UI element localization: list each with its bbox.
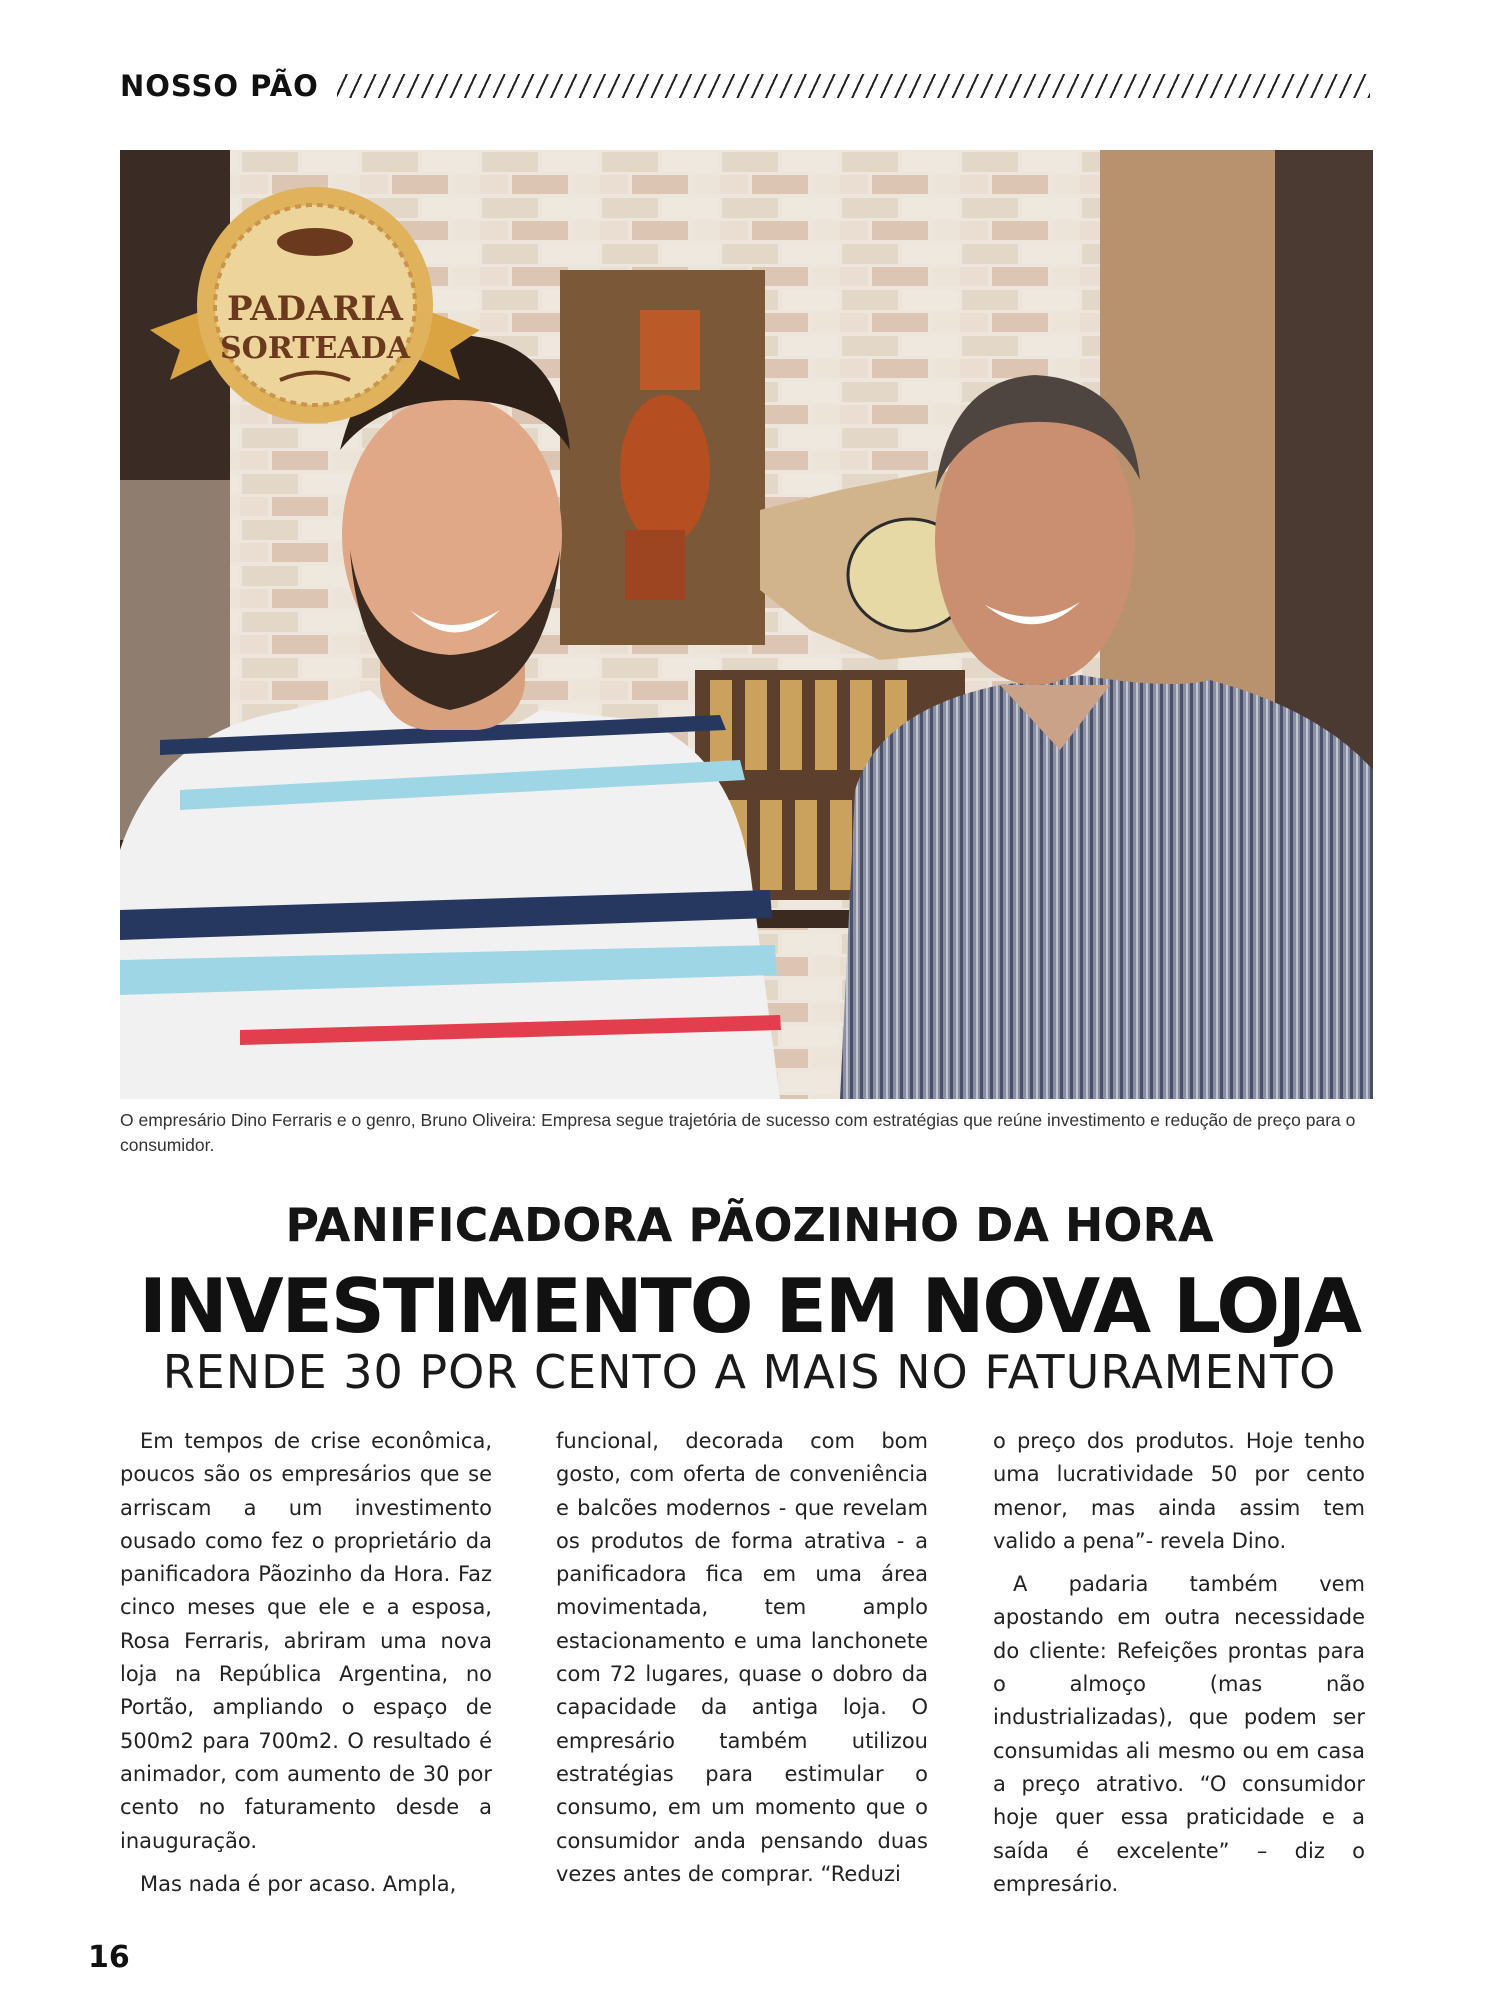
article-headline: INVESTIMENTO EM NOVA LOJA (138, 1262, 1361, 1350)
article-kicker: PANIFICADORA PÃOZINHO DA HORA (285, 1198, 1214, 1252)
article-column-2 (556, 1425, 928, 1891)
article-column-1 (120, 1425, 492, 1901)
section-header (120, 66, 1370, 106)
page-number: 16 (88, 1940, 130, 1975)
paragraph: Em tempos de crise econômica, poucos são os empresários que se arriscam a um investimento ousado como fez o proprietário da panificadora Pãozinho da Hora. Faz cinco meses que ele e a esposa, Rosa Ferraris, abriram uma nova loja na República Argentina, no Portão, ampliando o espaço de 500m2 para 700m2. O resultado é animador, com aumento de 30 por cento no faturamento desde a inauguração. (120, 1429, 492, 1853)
badge-line1: PADARIA (227, 289, 403, 329)
photo-caption: O empresário Dino Ferraris e o genro, Bruno Oliveira: Empresa segue trajetória de sucesso com estratégias que reúne investimento e redução de preço para o consumidor. (120, 1110, 1356, 1155)
paragraph: o preço dos produtos. Hoje tenho uma lucratividade 50 por cento menor, mas ainda assim tem valido a pena”- revela Dino. (993, 1429, 1365, 1553)
badge-line2: SORTEADA (220, 331, 410, 366)
article-column-3 (993, 1425, 1365, 1901)
paragraph: funcional, decorada com bom gosto, com oferta de conveniência e balcões modernos - que revelam os produtos de forma atrativa - a panificadora fica em uma área movimentada, tem amplo estacionamento e uma lanchonete com 72 lugares, quase o dobro da capacidade da antiga loja. O empresário também utilizou estratégias para estimular o consumo, em um momento que o consumidor anda pensando duas vezes antes de comprar. “Reduzi (556, 1429, 928, 1886)
paragraph: Mas nada é por acaso. Ampla, (140, 1871, 457, 1896)
section-title: NOSSO PÃO (120, 69, 319, 103)
article-deck: RENDE 30 POR CENTO A MAIS NO FATURAMENTO (162, 1345, 1337, 1399)
padaria-sorteada-badge (150, 180, 480, 440)
hatch-divider (337, 74, 1370, 98)
paragraph: A padaria também vem apostando em outra necessidade do cliente: Refeições prontas para o almoço (mas não industrializadas), que podem ser consumidas ali mesmo ou em casa a preço atrativo. “O consumidor hoje quer essa praticidade e a saída é excelente” – diz o empresário. (993, 1572, 1365, 1896)
